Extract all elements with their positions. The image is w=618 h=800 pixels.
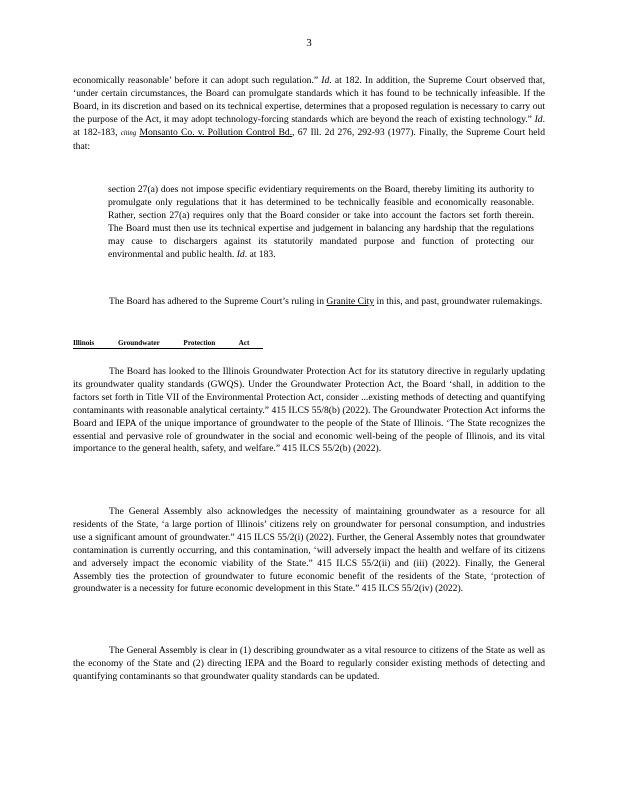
- paragraph-general-assembly: The General Assembly also acknowledges the necessity of maintaining groundwater as a resource for all residents of the State, ‘a large portion of Illinois’ citizens rely on groundwater for personal consumption, and industries use a significant amount of groundwater.” 415 ILCS 55/2(i) (2022). Further, the General Assembly notes that groundwater contamination is currently occurring, and this contamination, ‘will adversely impact the health and welfare of its citizens and adversely impact the economic viability of the State.” 415 ILCS 55/2(ii) and (iii) (2022). Finally, the General Assembly ties the protection of groundwater to future economic benefit of the residents of the State, ‘protection of groundwater is a necessity for future economic development in this State.” 415 ILCS 55/2(iv) (2022).: [73, 506, 545, 595]
- p2-text-1: The Board has adhered to the Supreme Court’s ruling in: [109, 296, 325, 307]
- case-name-granite-city: Granite City: [326, 296, 375, 307]
- p2-text-2: in this, and past, groundwater rulemakings.: [376, 296, 543, 307]
- block-quote: [108, 184, 534, 261]
- case-name-monsanto: Monsanto Co. v. Pollution Control Bd.: [139, 126, 293, 138]
- paragraph-groundwater-act: The Board has looked to the Illinois Groundwater Protection Act for its statutory directive in regularly updating its groundwater quality standards (GWQS). Under the Groundwater Protection Act, the Board ‘shall, in addition to the factors set forth in Title VII of the Environmental Protection Act, consider ...existing methods of detecting and quantifying contaminants with reasonable analytical certainty.” 415 ILCS 55/8(b) (2022). The Groundwater Protection Act informs the Board and IEPA of the unique importance of groundwater to the people of the State of Illinois. ‘The State recognizes the essential and pervasive role of groundwater in the social and economic well-being of the people of Illinois, and its vital importance to the general health, safety, and welfare.” 415 ILCS 55/2(b) (2022).: [73, 366, 545, 455]
- citing-signal: citing: [120, 129, 137, 137]
- paragraph-supreme-court: [73, 75, 545, 153]
- p1-text-1: economically reasonable’ before it can adopt such regulation.”: [73, 75, 319, 86]
- id-citation: Id: [236, 248, 245, 260]
- p1-text-3: . at 182-183,: [73, 113, 545, 138]
- section-heading: Illinois Groundwater Protection Act: [73, 338, 263, 349]
- id-citation: Id: [534, 113, 543, 125]
- id-citation: Id: [321, 75, 330, 86]
- page-number: 3: [306, 37, 312, 49]
- quote-pin-cite: . at 183.: [244, 248, 276, 260]
- quote-text: section 27(a) does not impose specific evidentiary requirements on the Board, thereby limiting its authority to promulgate only regulations that it has determined to be technically feasible and economically reasonable. Rather, section 27(a) requires only that the Board consider or take into account the factors set forth therein. The Board must then use its technical expertise and judgement in balancing any hardship that the regulations may cause to dischargers against its statutorily mandated purpose and function of protecting our environmental and public health.: [108, 184, 534, 260]
- paragraph-conclusion: The General Assembly is clear in (1) describing groundwater as a vital resource to citizens of the State as well as the economy of the State and (2) directing IEPA and the Board to regularly consider existing methods of detecting and quantifying contaminants so that groundwater quality standards can be updated.: [73, 645, 545, 682]
- p1-text-2: . at 182. In addition, the Supreme Court observed that, ‘under certain circumstances, the Board can promulgate standards which it has found to be technically infeasible. If the Board, in its discretion and based on its technical expertise, determines that a proposed regulation is necessary to carry out the purpose of the Act, it may adopt technology-forcing standards which are beyond the reach of existing technology.”: [73, 75, 546, 125]
- paragraph-granite-city: [73, 296, 545, 309]
- p1-text-4: , 67 Ill. 2d 276, 292-93 (1977). Finally, the Supreme Court held that:: [73, 126, 545, 152]
